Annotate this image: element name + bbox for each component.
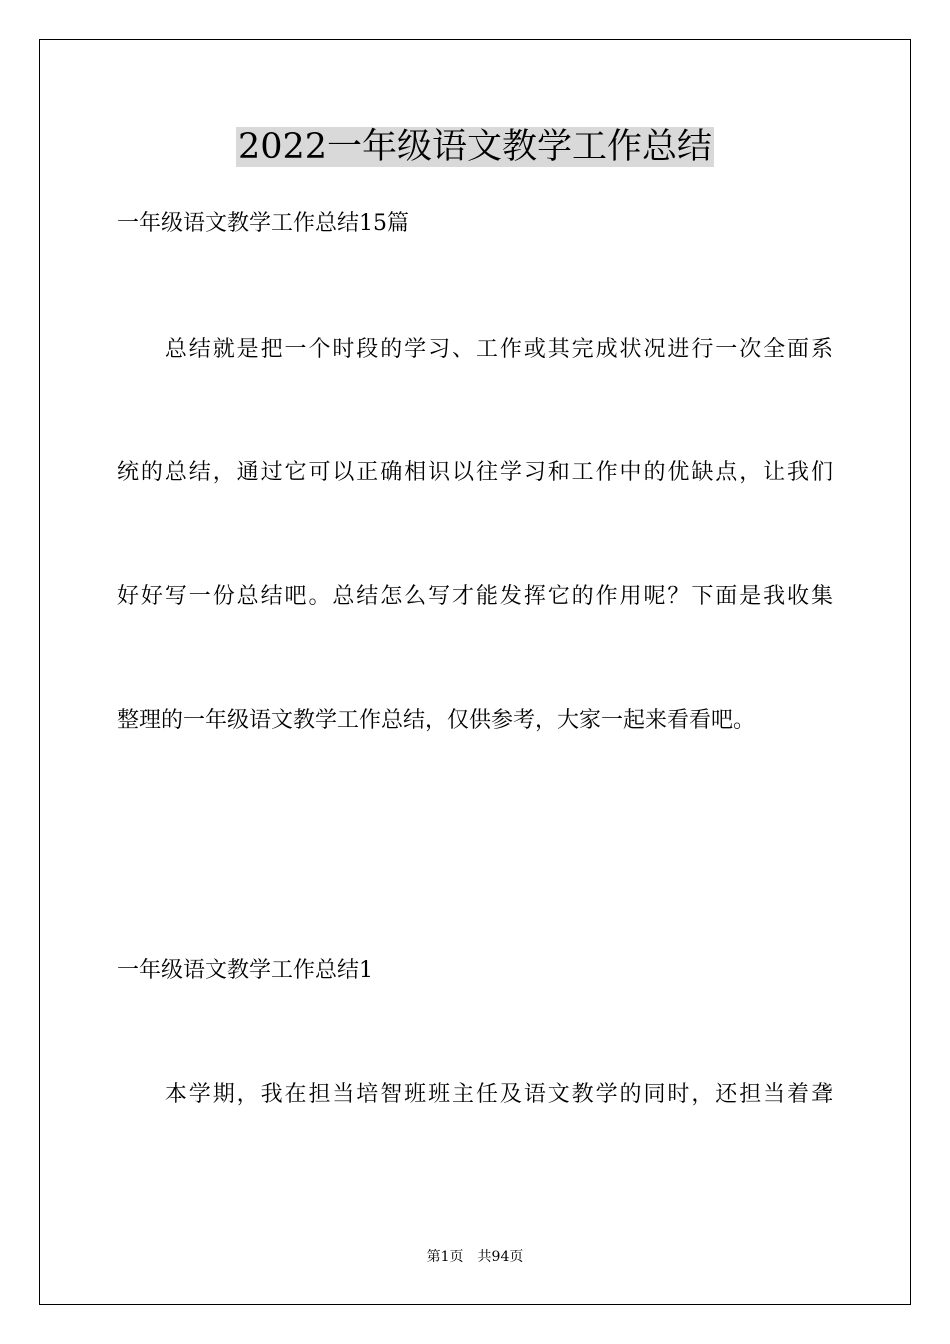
section-heading: 一年级语文教学工作总结1 [117, 958, 373, 983]
intro-line-1: 总结就是把一个时段的学习、工作或其完成状况进行一次全面系 [117, 337, 833, 362]
document-subtitle: 一年级语文教学工作总结15篇 [117, 211, 409, 236]
document-title [0, 124, 950, 170]
intro-line-2: 统的总结，通过它可以正确相识以往学习和工作中的优缺点，让我们 [117, 460, 833, 485]
intro-line-4: 整理的一年级语文教学工作总结，仅供参考，大家一起来看看吧。 [117, 708, 756, 733]
section-line-1: 本学期，我在担当培智班班主任及语文教学的同时，还担当着聋 [117, 1082, 833, 1107]
page-number-footer: 第1页 共94页 [426, 1249, 524, 1265]
document-title-text: 2022一年级语文教学工作总结 [237, 127, 713, 167]
intro-line-3: 好好写一份总结吧。总结怎么写才能发挥它的作用呢？下面是我收集 [117, 584, 833, 609]
